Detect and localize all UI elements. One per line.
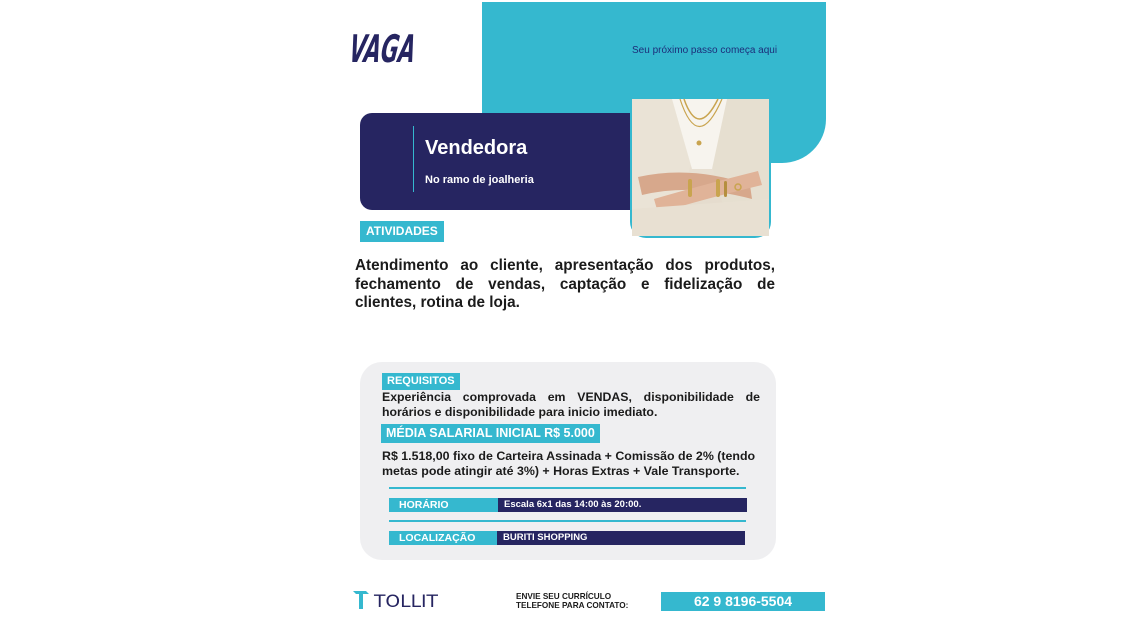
title-divider [413,126,414,192]
job-subtitle: No ramo de joalheria [425,174,534,186]
activities-text: Atendimento ao cliente, apresentação dos produtos, fechamento de vendas, captação e fidelização de clientes, rotina de loja. [355,257,775,312]
activities-label: ATIVIDADES [360,221,444,242]
schedule-top-line [389,487,746,489]
location-top-line [389,520,746,522]
salary-text: R$ 1.518,00 fixo de Carteira Assinada + Comissão de 2% (tendo metas pode atingir até 3%) + Horas Extras + Vale Transporte. [382,449,756,478]
tollit-logo [352,588,442,612]
requirements-label: REQUISITOS [382,373,460,390]
job-title: Vendedora [425,137,528,159]
cta-line-1: ENVIE SEU CURRÍCULO [516,592,612,601]
contact-phone[interactable]: 62 9 8196-5504 [661,592,825,611]
schedule-label: HORÁRIO [389,498,498,512]
salary-label: MÉDIA SALARIAL INICIAL R$ 5.000 [381,424,600,443]
tagline: Seu próximo passo começa aqui [632,45,778,56]
location-label: LOCALIZAÇÃO [389,531,497,545]
tollit-mark-icon [353,591,369,609]
schedule-value: Escala 6x1 das 14:00 às 20:00. [498,498,747,512]
vaga-logo [346,18,470,72]
cta-line-2: TELEFONE PARA CONTATO: [516,600,629,610]
tollit-brand-text: TOLLIT [372,592,439,612]
location-value: BURITI SHOPPING [497,531,745,545]
model-jewelry-photo [632,99,769,236]
requirements-text: Experiência comprovada em VENDAS, disponibilidade de horários e disponibilidade para inicio imediato. [382,390,760,419]
vaga-logo-text: VAGA [346,28,470,72]
job-title-card [360,113,650,210]
contact-cta [516,593,628,610]
